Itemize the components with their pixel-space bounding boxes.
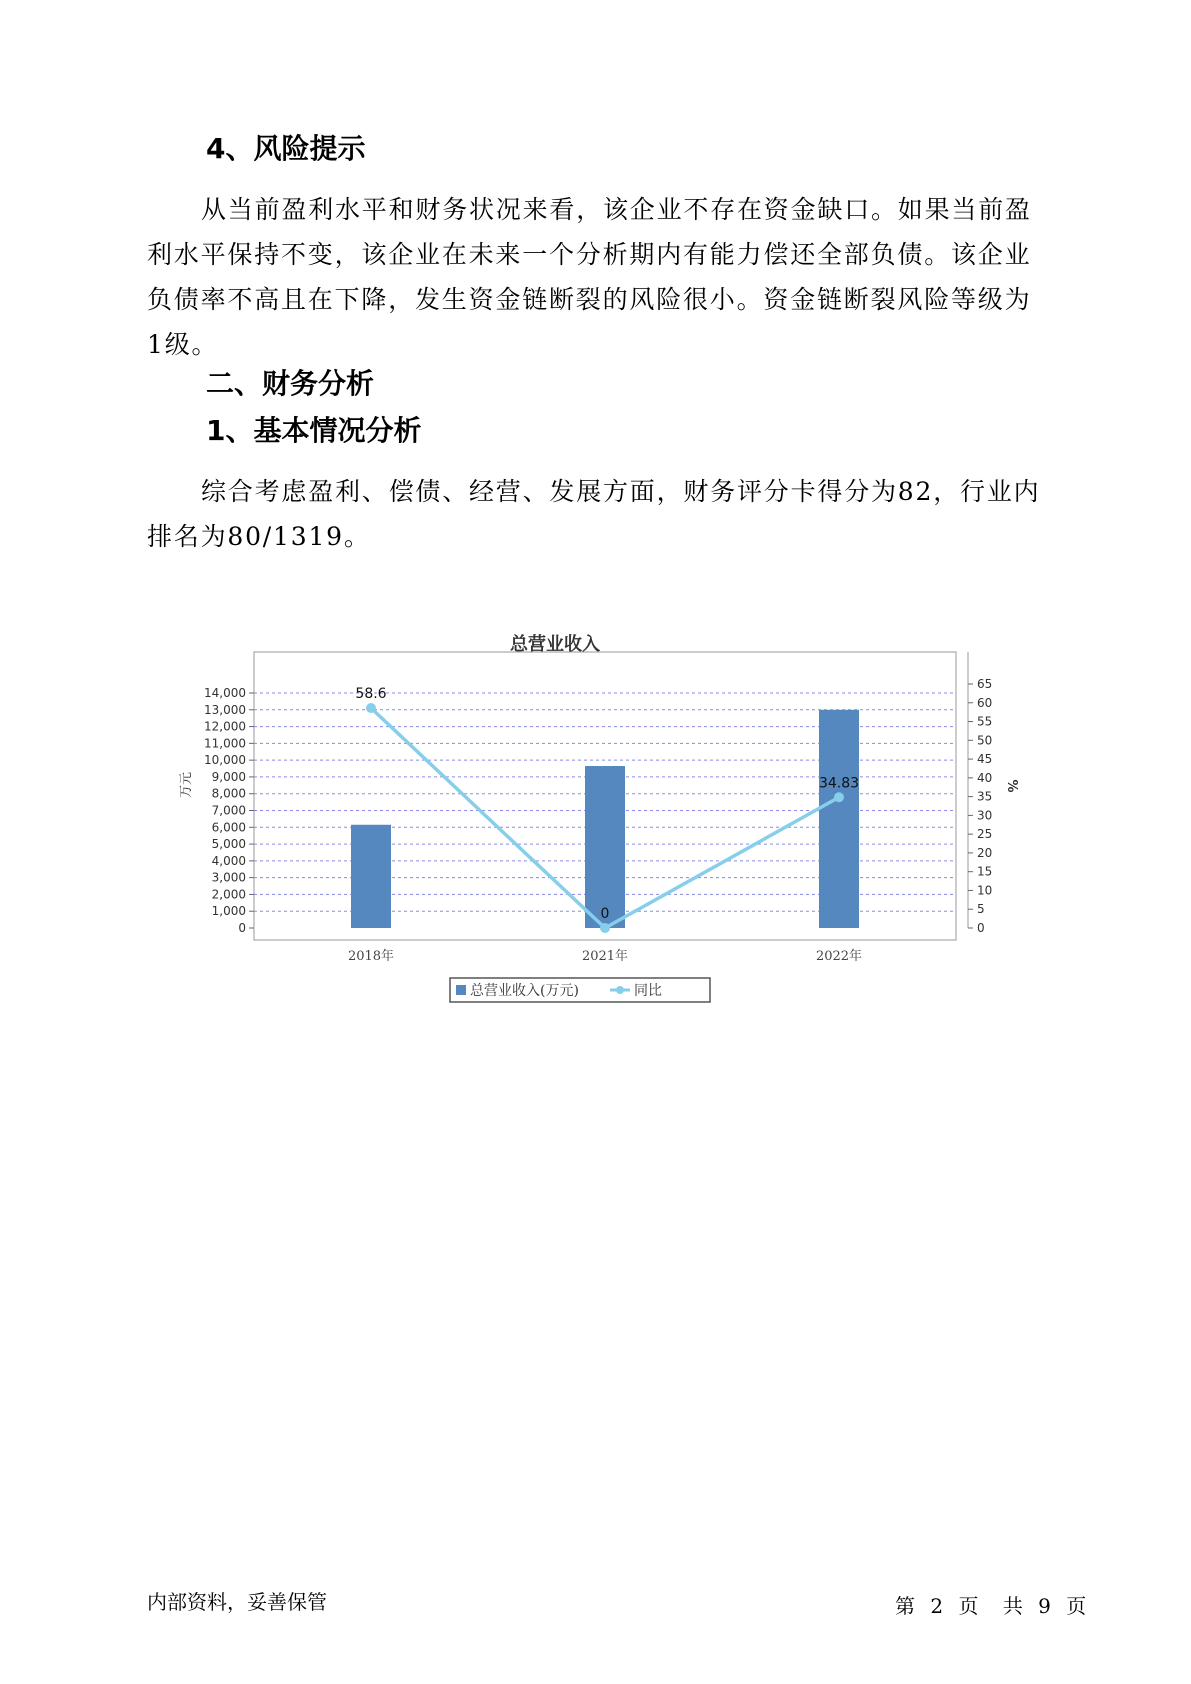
y-tick-label: 0 bbox=[238, 921, 246, 935]
y-tick-label: 1,000 bbox=[211, 904, 246, 919]
y-tick-label: 11,000 bbox=[204, 736, 246, 751]
page-total: 9 bbox=[1038, 1594, 1051, 1618]
legend-swatch-yoy-point bbox=[616, 986, 624, 994]
section-heading-basic-analysis: 1、基本情况分析 bbox=[206, 414, 422, 447]
legend-label-revenue: 总营业收入(万元) bbox=[470, 983, 579, 999]
y-tick-label: 12,000 bbox=[204, 719, 246, 734]
y2-tick-label: 60 bbox=[977, 695, 993, 710]
y2-tick-label: 15 bbox=[977, 864, 993, 879]
y-tick-label: 5,000 bbox=[211, 837, 246, 852]
part-heading-financial-analysis: 二、财务分析 bbox=[206, 367, 375, 400]
y-tick-label: 9,000 bbox=[211, 769, 246, 784]
section-heading-risk: 4、风险提示 bbox=[206, 132, 366, 165]
y2-tick-label: 25 bbox=[977, 827, 993, 842]
y-tick-label: 2,000 bbox=[211, 887, 246, 902]
y-tick-label: 6,000 bbox=[211, 820, 246, 835]
y-tick-label: 13,000 bbox=[204, 702, 246, 717]
y-tick-label: 4,000 bbox=[211, 853, 246, 868]
y2-tick-label: 20 bbox=[977, 845, 993, 860]
yoy-data-label: 34.83 bbox=[818, 775, 860, 792]
y2-tick-label: 30 bbox=[977, 808, 993, 823]
y2-tick-label: 40 bbox=[977, 770, 993, 785]
y2-tick-label: 55 bbox=[977, 714, 993, 729]
bar-2018年 bbox=[351, 825, 391, 928]
x-tick-label: 2018年 bbox=[347, 949, 395, 964]
y-tick-label: 10,000 bbox=[204, 753, 246, 768]
y2-tick-label: 5 bbox=[977, 902, 985, 917]
revenue-chart bbox=[170, 620, 1020, 1080]
yoy-point bbox=[600, 923, 610, 933]
y2-tick-label: 10 bbox=[977, 883, 993, 898]
x-tick-label: 2021年 bbox=[581, 949, 629, 964]
y2-tick-label: 0 bbox=[977, 921, 985, 935]
y2-tick-label: 65 bbox=[977, 677, 993, 691]
y-tick-label: 3,000 bbox=[211, 870, 246, 885]
yoy-point bbox=[366, 703, 376, 713]
y-tick-label: 7,000 bbox=[211, 803, 246, 818]
footer-confidential-note: 内部资料，妥善保管 bbox=[147, 1590, 327, 1614]
footer-page-number bbox=[895, 1590, 1086, 1619]
legend-label-yoy: 同比 bbox=[634, 983, 662, 999]
y-axis-label: 万元 bbox=[179, 771, 194, 799]
page-mid: 页 bbox=[958, 1594, 979, 1618]
yoy-data-label: 58.6 bbox=[355, 686, 387, 703]
y2-axis-label: % bbox=[1004, 779, 1019, 793]
revenue-chart-svg bbox=[170, 620, 1020, 1080]
bar-2021年 bbox=[585, 766, 625, 928]
page-prefix: 第 bbox=[895, 1594, 915, 1618]
y2-tick-label: 50 bbox=[977, 733, 993, 748]
page-current: 2 bbox=[930, 1594, 944, 1618]
basic-analysis-paragraph: 综合考虑盈利、偿债、经营、发展方面，财务评分卡得分为82，行业内排名为80/1319。 bbox=[147, 477, 1041, 551]
page-total-prefix: 共 bbox=[1002, 1594, 1023, 1618]
y-tick-label: 8,000 bbox=[211, 786, 246, 801]
x-tick-label: 2022年 bbox=[815, 949, 863, 964]
page-suffix: 页 bbox=[1066, 1594, 1087, 1618]
y-tick-label: 14,000 bbox=[204, 686, 246, 700]
y2-tick-label: 35 bbox=[977, 789, 993, 804]
legend-swatch-revenue bbox=[456, 985, 466, 995]
bar-2022年 bbox=[819, 710, 859, 928]
chart-title: 总营业收入 bbox=[510, 634, 600, 655]
risk-paragraph: 从当前盈利水平和财务状况来看，该企业不存在资金缺口。如果当前盈利水平保持不变，该企业在未来一个分析期内有能力偿还全部负债。该企业负债率不高且在下降，发生资金链断裂的风险很小。资金链断裂风险等级为1级。 bbox=[147, 195, 1032, 359]
yoy-point bbox=[834, 792, 844, 802]
yoy-data-label: 0 bbox=[600, 906, 610, 922]
y2-tick-label: 45 bbox=[977, 752, 993, 767]
